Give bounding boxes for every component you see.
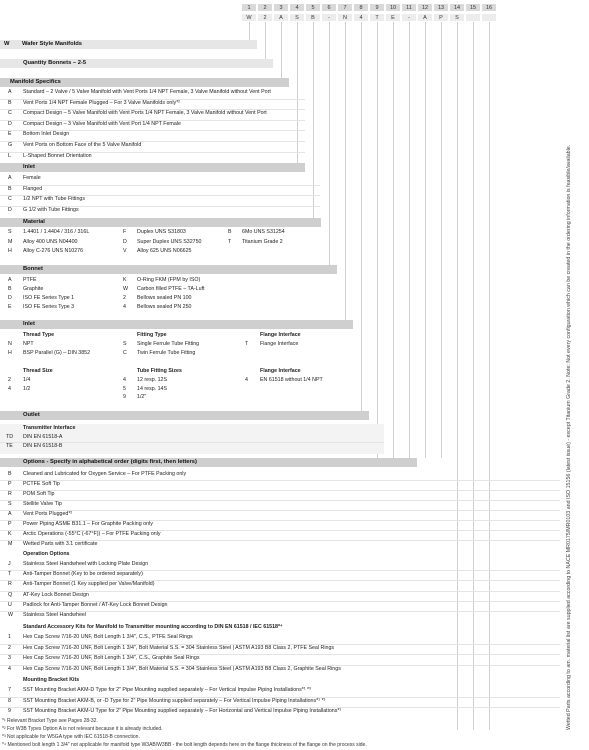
position-number: 7 xyxy=(337,3,353,12)
row-divider xyxy=(0,665,560,666)
position-connector xyxy=(409,22,410,458)
position-number: 6 xyxy=(321,3,337,12)
row-divider xyxy=(0,697,560,698)
bonnet-bar: Bonnet xyxy=(0,265,337,274)
inlet-bar: Inlet xyxy=(0,163,305,172)
row-divider xyxy=(0,120,305,121)
row-divider xyxy=(0,109,305,110)
row-divider xyxy=(0,570,560,571)
material-code: M xyxy=(8,238,13,245)
list-item xyxy=(0,141,305,149)
item-code: 2 xyxy=(8,644,11,651)
outlet-bar: Outlet xyxy=(0,411,369,420)
row-divider xyxy=(0,195,320,196)
bonnet-code: 2 xyxy=(123,295,126,301)
inlet2-subtitle: Fitting Type xyxy=(137,332,167,338)
item-text: Vent Ports 1/4 NPT Female Plugged – For 3 Valve Manifolds only*² xyxy=(23,99,181,106)
material-text: Alloy 625 UNS N06625 xyxy=(137,248,192,254)
item-code: P xyxy=(8,521,12,527)
position-code: 2 xyxy=(257,13,273,22)
position-number: 9 xyxy=(369,3,385,12)
item-code: E xyxy=(8,131,12,138)
footnote: *³ Not applicable for W5GA type with IEC 61518-B connection. xyxy=(2,734,140,740)
row-divider xyxy=(0,611,560,612)
row-divider xyxy=(0,141,305,142)
item-text: Stellite Valve Tip xyxy=(23,501,62,507)
bonnet-text: Carbon filled PTFE – TA-Luft xyxy=(137,286,205,292)
list-item xyxy=(0,601,560,609)
item-text: AT-Key Lock Bonnet Design xyxy=(23,591,89,598)
item-text: Female xyxy=(23,175,41,181)
item-code: C xyxy=(8,110,12,117)
item-text: Flanged xyxy=(23,185,43,192)
operation-title: Operation Options xyxy=(23,551,70,557)
material-code: F xyxy=(123,229,127,235)
bonnet-text: Graphite xyxy=(23,286,44,292)
item-text: Hex Cap Screw 7/16-20 UNF, Bolt Length 1 3/4", Bolt Material S.S. = 304 Stainless Steel | ASTM A193 B8 Class 2, Graphite Seal Rings xyxy=(23,665,341,672)
list-item xyxy=(0,195,320,203)
inlet2-text: 12 resp. 12S xyxy=(137,377,168,383)
position-number: 10 xyxy=(385,3,401,12)
item-code: TD xyxy=(6,434,14,440)
inlet2-code: H xyxy=(8,349,12,356)
row-divider xyxy=(0,99,305,100)
position-code: E xyxy=(385,13,401,22)
row-divider xyxy=(0,654,560,655)
inlet2-code: T xyxy=(245,341,249,347)
position-code: P xyxy=(433,13,449,22)
row-divider xyxy=(0,601,560,602)
bracket-title: Mounting Bracket Kits xyxy=(23,677,80,683)
bonnet-text: PTFE xyxy=(23,277,37,283)
list-item xyxy=(0,99,305,107)
list-item xyxy=(0,109,305,117)
position-code: A xyxy=(273,13,289,22)
material-code: V xyxy=(123,248,127,254)
list-item xyxy=(0,633,560,641)
bonnet-code: 4 xyxy=(123,304,126,310)
inlet2-code: N xyxy=(8,341,12,347)
material-text: Duplex UNS S31803 xyxy=(137,229,186,235)
row-divider xyxy=(0,644,560,645)
transmitter-block xyxy=(0,424,384,454)
position-connector xyxy=(441,22,442,458)
item-text: PCTFE Soft Tip xyxy=(23,481,60,487)
item-code: 7 xyxy=(8,687,11,693)
item-text: Vent Ports on Bottom Face of the 5 Valve Manifold xyxy=(23,142,142,148)
material-code: S xyxy=(8,229,12,235)
position-code: S xyxy=(449,13,465,22)
material-text: 1.4401 / 1.4404 / 316 / 316L xyxy=(23,229,90,235)
item-text: Stainless Steel Handwheel with Locking Plate Design xyxy=(23,561,149,567)
row-divider xyxy=(0,442,384,443)
item-code: U xyxy=(8,601,12,608)
row-divider xyxy=(0,707,560,708)
item-text: Anti-Tamper Bonnet (Key to be ordered separately) xyxy=(23,571,143,578)
position-number: 14 xyxy=(449,3,465,12)
item-code: P xyxy=(8,481,12,487)
item-code: 1 xyxy=(8,634,11,640)
item-code: C xyxy=(8,196,12,203)
item-code: 9 xyxy=(8,708,11,714)
accessory-title: Standard Accessory Kits for Manifold to Transmitter mounting according to DIN EN 61518 / IEC 61518*⁴ xyxy=(23,624,283,630)
item-code: B xyxy=(8,471,12,477)
item-code: R xyxy=(8,581,12,588)
position-number: 2 xyxy=(257,3,273,12)
item-code: 4 xyxy=(8,665,11,672)
item-text: DIN EN 61518-B xyxy=(23,443,63,449)
item-text: DIN EN 61518-A xyxy=(23,434,63,440)
item-code: D xyxy=(8,120,12,127)
item-code: L xyxy=(8,152,11,159)
row-divider xyxy=(0,490,560,491)
row-divider xyxy=(0,185,320,186)
bonnet-text: ISO FE Series Type 1 xyxy=(23,295,75,301)
position-code: 4 xyxy=(353,13,369,22)
position-code: W xyxy=(241,13,257,22)
item-text: Hex Cap Screw 7/16-20 UNF, Bolt Length 1 3/4", C.S., Graphite Seal Rings xyxy=(23,655,200,661)
row-divider xyxy=(0,591,560,592)
position-number: 1 xyxy=(241,3,257,12)
item-text: Anti-Tamper Bonnet (1 Key supplied per Valve/Manifold) xyxy=(23,581,155,588)
inlet2-code: S xyxy=(123,341,127,347)
item-text: SST Mounting Bracket AKM-D Type for 2" Pipe Mounting supplied separately – For Vertical Impulse Piping Installations*¹ *³ xyxy=(23,687,311,693)
item-code: B xyxy=(8,99,12,106)
item-code: 3 xyxy=(8,655,11,661)
item-code: R xyxy=(8,491,12,497)
side-note-text: Wetted Parts according to am. material list are supplied according to NACE MR0175/MR0103 and ISO 15156 (latest issue) - except Titanium Grade 2. Note: Not every configuration which can be created in the ordering information is feasible/available. xyxy=(566,144,572,730)
position-code: - xyxy=(401,13,417,22)
list-item xyxy=(0,520,560,528)
position-code: N xyxy=(337,13,353,22)
item-text: POM Soft Tip xyxy=(23,491,55,497)
inlet2-text: Single Ferrule Tube Fitting xyxy=(137,341,200,347)
inlet2-subtitle: Flange Interface xyxy=(260,368,301,374)
material-code: D xyxy=(123,238,127,245)
item-code: TE xyxy=(6,443,13,449)
item-code: M xyxy=(8,541,13,547)
bonnet-code: E xyxy=(8,304,12,310)
row-divider xyxy=(0,130,305,131)
list-item xyxy=(0,560,560,568)
list-item xyxy=(0,433,384,441)
list-item xyxy=(0,665,560,673)
position-code xyxy=(465,13,481,22)
list-item xyxy=(0,707,560,715)
model-title: Wafer Style Manifolds xyxy=(22,41,83,47)
item-code: K xyxy=(8,531,12,537)
list-item xyxy=(0,686,560,694)
item-code: A xyxy=(8,89,12,95)
bonnet-code: D xyxy=(8,295,12,301)
bonnet-table xyxy=(0,277,352,313)
list-item xyxy=(0,591,560,599)
position-code: - xyxy=(321,13,337,22)
position-connector xyxy=(457,22,458,730)
item-code: Q xyxy=(8,591,13,598)
list-item xyxy=(0,88,305,96)
bonnet-text: Bellows sealed PN 250 xyxy=(137,304,192,310)
list-item xyxy=(0,500,560,508)
model-row xyxy=(0,40,257,49)
row-divider xyxy=(0,530,560,531)
inlet2-text: NPT xyxy=(23,341,34,347)
options-bar: Options - Specify in alphabetical order (digits first, then letters) xyxy=(0,458,417,467)
row-divider xyxy=(0,152,305,153)
position-number: 13 xyxy=(433,3,449,12)
footnote: *¹ Relevant Bracket Type see Pages 28-32. xyxy=(2,718,98,724)
row-divider xyxy=(0,540,560,541)
row-divider xyxy=(0,206,320,207)
list-item xyxy=(0,174,320,182)
item-code: W xyxy=(8,612,13,618)
item-text: Bottom Inlet Design xyxy=(23,131,70,138)
item-text: Wetted Parts with 3.1 certificate xyxy=(23,541,98,547)
inlet2-text: 1/4 xyxy=(23,377,31,383)
material-code: T xyxy=(228,238,232,245)
inlet2-subtitle: Flange Interface xyxy=(260,332,301,338)
bonnet-text: Bellows sealed PN 100 xyxy=(137,295,192,301)
list-item xyxy=(0,611,560,619)
row-divider xyxy=(0,500,560,501)
inlet2-text: 1/2" xyxy=(137,394,147,400)
side-note xyxy=(566,144,574,730)
list-item xyxy=(0,120,305,128)
list-item xyxy=(0,206,320,214)
item-code: B xyxy=(8,185,12,192)
footnote: *⁴ Mentioned bolt length 1 3/4" not applicable for manifold type W3AB/W3BB - the bolt length depends here on the flange thickness of the flange on the process side. xyxy=(2,742,367,748)
position-connector xyxy=(377,22,378,458)
inlet2-text: 1/2 xyxy=(23,385,31,392)
inlet2-table xyxy=(0,332,368,407)
bonnet-code: B xyxy=(8,286,12,292)
list-item xyxy=(0,570,560,578)
inlet2-text: EN 61518 without 1/4 NPT xyxy=(260,377,323,383)
item-code: A xyxy=(8,511,12,517)
item-text: Stainless Steel Handwheel xyxy=(23,612,87,618)
inlet2-code: 4 xyxy=(245,377,248,383)
row-divider xyxy=(0,580,560,581)
list-item xyxy=(0,580,560,588)
row-divider xyxy=(0,510,560,511)
position-number: 5 xyxy=(305,3,321,12)
item-text: Padlock for Anti-Tamper Bonnet / AT-Key Lock Bonnet Design xyxy=(23,601,168,608)
list-item xyxy=(0,654,560,662)
list-item xyxy=(0,130,305,138)
position-number: 3 xyxy=(273,3,289,12)
position-number: 4 xyxy=(289,3,305,12)
inlet2-code: 4 xyxy=(8,385,11,392)
list-item xyxy=(0,185,320,193)
item-text: Standard – 2 Valve / 5 Valve Manifold with Vent Ports 1/4 NPT Female, 3 Valve Manifold without Vent Port xyxy=(23,89,271,95)
item-text: SST Mounting Bracket AKM-U Type for 2" Pipe Mounting supplied separately – For Horizontal and Vertical Impulse Piping Installations*¹ xyxy=(23,708,342,714)
inlet2-text: 14 resp. 14S xyxy=(137,385,168,392)
bonnet-code: K xyxy=(123,277,127,283)
material-bar: Material xyxy=(0,218,321,227)
inlet2-text: Flange Interface xyxy=(260,341,299,347)
material-text: 6Mo UNS S31254 xyxy=(242,229,285,235)
inlet2-code: 2 xyxy=(8,377,11,383)
inlet2-subtitle: Tube Fitting Sizes xyxy=(137,368,182,374)
inlet2-code: 9 xyxy=(123,394,126,400)
position-number: 8 xyxy=(353,3,369,12)
bonnet-text: ISO FE Series Type 3 xyxy=(23,304,75,310)
material-text: Alloy 400 UNS N04400 xyxy=(23,238,78,245)
position-code: A xyxy=(417,13,433,22)
quantity-bar: Quantity Bonnets – 2-5 xyxy=(0,59,273,68)
list-item xyxy=(0,644,560,652)
item-code: G xyxy=(8,142,13,148)
footnote: *² For W3B Types Option A is not relevant because it is already included. xyxy=(2,726,163,732)
position-number: 12 xyxy=(417,3,433,12)
row-divider xyxy=(0,520,560,521)
bonnet-code: A xyxy=(8,277,12,283)
list-item xyxy=(0,470,560,478)
material-table xyxy=(0,229,336,257)
inlet2-text: Twin Ferrule Tube Fitting xyxy=(137,349,196,356)
item-code: A xyxy=(8,175,12,181)
position-connector xyxy=(313,22,314,223)
bonnet-code: W xyxy=(123,286,128,292)
position-connector xyxy=(265,22,266,64)
position-connector xyxy=(425,22,426,458)
item-text: Hex Cap Screw 7/16-20 UNF, Bolt Length 1 3/4", C.S., PTFE Seal Rings xyxy=(23,634,193,640)
material-text: Super Duplex UNS S32750 xyxy=(137,238,202,245)
position-code: B xyxy=(305,13,321,22)
material-code: B xyxy=(228,229,232,235)
position-connector xyxy=(393,22,394,458)
position-connector xyxy=(489,22,490,730)
position-connector xyxy=(281,22,282,83)
inlet2-subtitle: Thread Type xyxy=(23,332,55,338)
list-item xyxy=(0,442,384,450)
manifold-bar: Manifold Specifics xyxy=(0,78,289,87)
position-connector xyxy=(473,22,474,730)
inlet2-code: 5 xyxy=(123,385,126,392)
item-text: Arctic Operations (-55°C (-67°F)) – For PTFE Packing only xyxy=(23,531,161,537)
item-code: S xyxy=(8,501,12,507)
item-code: 8 xyxy=(8,697,11,704)
position-code: S xyxy=(289,13,305,22)
item-text: Power Piping ASME B31.1 – For Graphite Packing only xyxy=(23,521,153,527)
item-text: Compact Design – 3 Valve Manifold with Vent Port 1/4 NPT Female xyxy=(23,120,181,127)
item-text: 1/2 NPT with Tube Fittings xyxy=(23,196,86,203)
bonnet-text: O-Ring FKM (FPM by ISO) xyxy=(137,277,201,283)
row-divider xyxy=(0,480,560,481)
item-text: SST Mounting Bracket AKM-B, or -D Type for 2" Pipe Mounting supplied separately – For Vertical Impulse Piping Installations*¹ *³ xyxy=(23,697,326,704)
position-number: 15 xyxy=(465,3,481,12)
model-code: W xyxy=(4,41,10,47)
item-code: J xyxy=(8,561,11,567)
list-item xyxy=(0,540,560,548)
material-text: Titanium Grade 2 xyxy=(242,238,283,245)
list-item xyxy=(0,490,560,498)
item-text: Hex Cap Screw 7/16-20 UNF, Bolt Length 1 3/4", Bolt Material S.S. = 304 Stainless Steel | ASTM A193 B8 Class 2, PTFE Seal Rings xyxy=(23,644,335,651)
item-text: L-Shaped Bonnet Orientation xyxy=(23,152,92,159)
material-code: H xyxy=(8,248,12,254)
list-item xyxy=(0,152,305,160)
inlet2-bar: Inlet xyxy=(0,320,353,329)
position-number: 11 xyxy=(401,3,417,12)
transmitter-title: Transmitter Interface xyxy=(23,425,76,431)
list-item xyxy=(0,697,560,705)
item-text: Compact Design – 5 Valve Manifold with Vent Ports 1/4 NPT Female, 3 Valve Manifold without Vent Port xyxy=(23,110,267,117)
inlet2-code: 4 xyxy=(123,377,126,383)
list-item xyxy=(0,510,560,518)
position-code xyxy=(481,13,497,22)
inlet2-text: BSP Parallel (G) – DIN 3852 xyxy=(23,349,91,356)
position-number: 16 xyxy=(481,3,497,12)
position-code: T xyxy=(369,13,385,22)
list-item xyxy=(0,530,560,538)
item-code: T xyxy=(8,571,12,578)
item-text: G 1/2 with Tube Fittings xyxy=(23,206,79,213)
item-text: Cleaned and Lubricated for Oxygen Service – For PTFE Packing only xyxy=(23,471,187,477)
inlet2-subtitle: Thread Size xyxy=(23,368,53,374)
item-text: Vent Ports Plugged*² xyxy=(23,511,73,517)
inlet2-code: C xyxy=(123,349,127,356)
material-text: Alloy C-276 UNS N10276 xyxy=(23,248,84,254)
list-item xyxy=(0,480,560,488)
item-code: D xyxy=(8,206,12,213)
